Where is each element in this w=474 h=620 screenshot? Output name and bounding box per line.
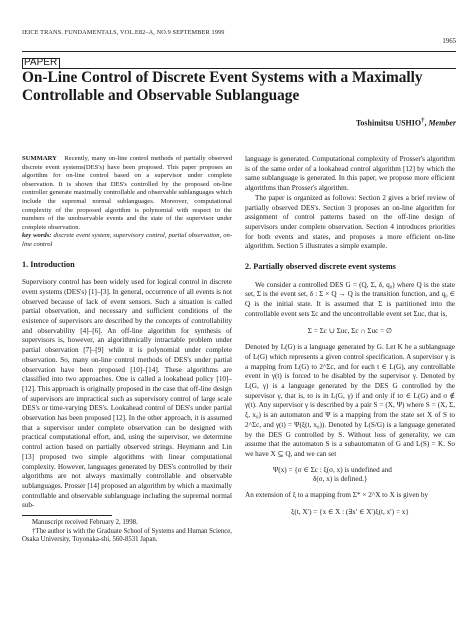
footnote-affiliation: †The author is with the Graduate School of Systems and Human Science, Osaka University, Toyonaka-shi, 560-8531 Japan. — [22, 527, 232, 543]
left-column — [22, 155, 232, 544]
section-1-heading: 1. Introduction — [22, 259, 75, 269]
header-rule — [22, 51, 456, 52]
footnote-rule — [22, 515, 112, 516]
section-1-text: Supervisory control has been widely used for logical control in discrete event systems (DES's) [1]–[3]. In general, occurrence of all events is not observed because of lack of event sensors. Such a situation is called partial observation, and necessary and sufficient conditions of the existence of supervisors are described by the concepts of controllability and observability [4]–[6]. An off-line algorithm for synthesis of supervisors is, however, an algorithmically intractable problem under partial observation [7]–[9] while it is polynomial under complete observation. So, many on-line control methods of DES's under partial observation have been proposed [10]–[14]. These algorithms are classified into two approaches. One is called a lookahead policy [10]–[12]. This approach is originally proposed in the case that off-line design of supervisors are impractical such as supervisory control of large scale DES's or time-varying DES's. Lookahead control of DES's under partial observation has been proposed [12]. In the other approach, it is assumed that a supervisor under complete observation can be designed with practical computational effort, and, using the supervisor, we determine control action based on partially observed strings. Heymann and Lin [13] proposed two simple algorithms with linear computational complexity. However, languages generated by DES's controlled by their algorithms are not always maximally controllable and observable sublanguages. Prosser [14] proposed an algorithm by which a maximally controllable and observable sublanguage including the supremal normal sub- — [22, 278, 232, 510]
equation-psi-line-1: Ψ(x) = {σ ∈ Σc : ξ(σ, x) is undefined and — [273, 465, 392, 474]
paper-title: On-Line Control of Discrete Event Systems with a Maximally Controllable and Observable Sublanguage — [22, 69, 423, 104]
author-name: Toshimitsu USHIO — [355, 118, 422, 128]
keywords: discrete event system, supervisory control, partial observation, on-line control — [22, 232, 233, 248]
abstract-label: SUMMARY — [22, 155, 57, 162]
paper-label: PAPER — [24, 57, 58, 68]
footnote — [22, 519, 232, 544]
equation-psi-line-2: δ(σ, x) is defined.} — [313, 475, 368, 484]
section-2-paragraph-1: We consider a controlled DES G = (Q, Σ, δ, q₀) where Q is the state set, Σ is the event set, δ : Σ × Q → Q is the transition function, and q₀ ∈ Q is the initial state. It is assumed that Σ is partitioned into the controllable event sets Σc and the uncontrollable event set Σuc, that is, — [245, 280, 455, 318]
equation-partition: Σ = Σc ∪ Σuc, Σc ∩ Σuc = ∅ — [307, 326, 393, 335]
keywords-label: key words: — [22, 232, 52, 240]
equation-psi — [273, 466, 455, 485]
author-mark: † — [421, 117, 425, 124]
abstract-text: Recently, many on-line control methods of partially observed discrete event systems(DES's) have been proposed. This paper proposes an algorithm for on-line control based on a supervisor under complete observation. It is shown that DES's controlled by the proposed on-line controller generate maximally controllable and observable sublanguages which include the supremal normal sublanguages. Moreover, computational complexity of the proposed algorithm is polynomial with respect to the numbers of the unobservable events and the state of the supervisor under complete observation. — [22, 155, 232, 231]
right-paragraph-1: language is generated. Computational complexity of Prosser's algorithm is of the same order of a lookahead control algorithm [12] by which the same sublanguage is generated. In this paper, we propose more efficient algorithms than Prosser's algorithm. — [245, 155, 455, 193]
right-paragraph-2: The paper is organized as follows: Section 2 gives a brief review of partially observed DES's. Section 3 proposes an on-line algorithm for assignment of control patterns based on the off-line design of supervisors under complete observation. Section 4 introduces priorities for both events and states, and proposes a more efficient on-line algorithm. Section 5 illustrates a simple example. — [245, 193, 455, 251]
author-line: Toshimitsu USHIO†, Member — [355, 117, 456, 128]
equation-extension: ξ(t, X′) = {x ∈ X : (∃x′ ∈ X′)ξ(t, x′) = x} — [291, 507, 409, 516]
section-2-heading: 2. Partially observed discrete event systems — [245, 262, 396, 272]
author-role: Member — [428, 118, 456, 128]
footnote-received: Manuscript received February 2, 1998. — [32, 519, 138, 527]
abstract — [22, 155, 232, 250]
section-2-paragraph-3: An extension of ξ to a mapping from Σ* × 2^X to X is given by — [245, 491, 429, 500]
page-number: 1965 — [442, 38, 456, 45]
section-2-paragraph-2: Denoted by L(G) is a language generated by G. Let K be a sublanguage of L(G) which represents a given control specification. A supervisor γ is a mapping from L(G) to 2^Σc, and for each t ∈ L(G), any controllable event in γ(t) is forced to be disabled by the supervisor γ. Denoted by L(G, γ) is a language generated by the DES G controlled by the supervisor γ, that is, tσ is in L(G, γ) if and only if tσ ∈ L(G) and σ ∉ γ(t). Any supervisor γ is described by a pair S = (X, Ψ) where S = (X, Σ, ξ, x₀) is an automaton and Ψ is a mapping from the state set X of S to 2^Σc, and γ(t) = Ψ(ξ(t, x₀)). Denoted by L(S/G) is a language generated by the DES G controlled by S. Without loss of generality, we can assume that the automaton S is a subautomaton of G and L(S) = K. So we have X ⊆ Q, and we can set — [245, 343, 455, 458]
journal-header: IEICE TRANS. FUNDAMENTALS, VOL.E82–A, NO.9 SEPTEMBER 1999 — [22, 29, 225, 36]
right-column — [245, 155, 455, 525]
